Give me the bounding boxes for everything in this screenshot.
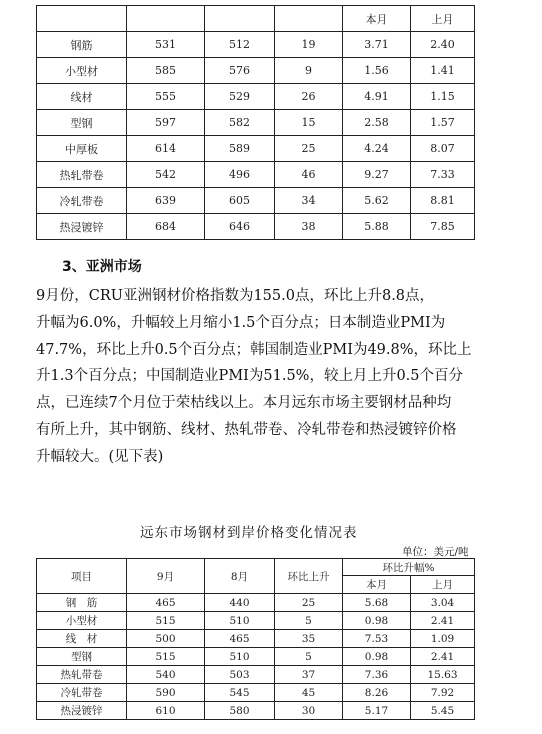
- cell: 1.15: [411, 84, 475, 110]
- cell: 2.40: [411, 32, 475, 58]
- row-label: 冷轧带卷: [37, 684, 127, 702]
- cell: 1.57: [411, 110, 475, 136]
- cell: 585: [127, 58, 205, 84]
- row-label: 热浸镀锌: [37, 702, 127, 720]
- row-label: 中厚板: [37, 136, 127, 162]
- cell: 34: [275, 188, 343, 214]
- row-label: 钢 筋: [37, 594, 127, 612]
- header-pct-group: 环比升幅%: [343, 559, 475, 576]
- cell: 15: [275, 110, 343, 136]
- table-row: [37, 58, 475, 84]
- header-this-month: 本月: [343, 576, 411, 594]
- cell: 465: [205, 630, 275, 648]
- row-label: 线材: [37, 84, 127, 110]
- cell: 30: [275, 702, 343, 720]
- cell: 7.85: [411, 214, 475, 240]
- cell: 7.36: [343, 666, 411, 684]
- cell: 1.56: [343, 58, 411, 84]
- table-row: [37, 666, 475, 684]
- paragraph-line: 9月份，CRU亚洲钢材价格指数为155.0点，环比上升8.8点，: [36, 288, 435, 304]
- row-label: 钢筋: [37, 32, 127, 58]
- table-unit-label: 单位：美元/吨: [402, 546, 469, 558]
- table-header-row: [37, 559, 475, 576]
- cell: 9.27: [343, 162, 411, 188]
- paragraph-line: 47.7%，环比上升0.5个百分点；韩国制造业PMI为49.8%，环比上: [36, 341, 472, 358]
- cell: 2.41: [411, 612, 475, 630]
- cell: 7.53: [343, 630, 411, 648]
- cell: 5: [275, 612, 343, 630]
- table-row: [37, 594, 475, 612]
- header-cell: [275, 6, 343, 32]
- cell: 35: [275, 630, 343, 648]
- cell: 542: [127, 162, 205, 188]
- cell: 639: [127, 188, 205, 214]
- cell: 5.68: [343, 594, 411, 612]
- row-label: 小型材: [37, 58, 127, 84]
- cell: 15.63: [411, 666, 475, 684]
- table-caption: 远东市场钢材到岸价格变化情况表: [140, 525, 358, 541]
- cell: 0.98: [343, 648, 411, 666]
- cell: 4.91: [343, 84, 411, 110]
- header-cell: [205, 6, 275, 32]
- row-label: 型钢: [37, 110, 127, 136]
- table-row: [37, 84, 475, 110]
- table-row: [37, 612, 475, 630]
- table-row: [37, 648, 475, 666]
- cell: 510: [205, 612, 275, 630]
- header-change: 环比上升: [275, 559, 343, 594]
- table-row: [37, 32, 475, 58]
- cell: 580: [205, 702, 275, 720]
- cell: 512: [205, 32, 275, 58]
- cell: 8.26: [343, 684, 411, 702]
- cell: 5.45: [411, 702, 475, 720]
- cell: 5.88: [343, 214, 411, 240]
- cell: 5.17: [343, 702, 411, 720]
- cell: 605: [205, 188, 275, 214]
- cell: 8.81: [411, 188, 475, 214]
- header-sep: 9月: [127, 559, 205, 594]
- cell: 540: [127, 666, 205, 684]
- cell: 1.09: [411, 630, 475, 648]
- cell: 582: [205, 110, 275, 136]
- cell: 9: [275, 58, 343, 84]
- header-last-month: 上月: [411, 576, 475, 594]
- table-row: [37, 162, 475, 188]
- header-cell: [127, 6, 205, 32]
- cell: 515: [127, 648, 205, 666]
- header-cell: [37, 6, 127, 32]
- header-aug: 8月: [205, 559, 275, 594]
- cell: 3.04: [411, 594, 475, 612]
- cell: 8.07: [411, 136, 475, 162]
- table-row: [37, 214, 475, 240]
- row-label: 热轧带卷: [37, 162, 127, 188]
- table-row: [37, 136, 475, 162]
- header-item: 项目: [37, 559, 127, 594]
- row-label: 热轧带卷: [37, 666, 127, 684]
- paragraph-line: 升1.3个百分点；中国制造业PMI为51.5%，较上月上升0.5个百分: [36, 368, 464, 385]
- paragraph-line: 点，已连续7个月位于荣枯线以上。本月远东市场主要钢材品种均: [36, 395, 452, 412]
- cell: 590: [127, 684, 205, 702]
- cell: 531: [127, 32, 205, 58]
- cell: 465: [127, 594, 205, 612]
- cell: 0.98: [343, 612, 411, 630]
- row-label: 冷轧带卷: [37, 188, 127, 214]
- cell: 2.41: [411, 648, 475, 666]
- europe-price-table-continued: [36, 5, 475, 240]
- table-row: [37, 188, 475, 214]
- cell: 7.92: [411, 684, 475, 702]
- row-label: 型钢: [37, 648, 127, 666]
- cell: 589: [205, 136, 275, 162]
- cell: 510: [205, 648, 275, 666]
- cell: 503: [205, 666, 275, 684]
- cell: 576: [205, 58, 275, 84]
- cell: 597: [127, 110, 205, 136]
- far-east-price-table: [36, 558, 475, 720]
- cell: 3.71: [343, 32, 411, 58]
- cell: 515: [127, 612, 205, 630]
- cell: 1.41: [411, 58, 475, 84]
- cell: 545: [205, 684, 275, 702]
- cell: 4.24: [343, 136, 411, 162]
- cell: 496: [205, 162, 275, 188]
- cell: 440: [205, 594, 275, 612]
- table-row: [37, 630, 475, 648]
- header-cell-last-month: 上月: [411, 6, 475, 32]
- cell: 646: [205, 214, 275, 240]
- cell: 529: [205, 84, 275, 110]
- cell: 555: [127, 84, 205, 110]
- section-paragraph: [36, 283, 476, 471]
- cell: 2.58: [343, 110, 411, 136]
- section-heading: 3、亚洲市场: [62, 259, 142, 275]
- cell: 25: [275, 594, 343, 612]
- cell: 46: [275, 162, 343, 188]
- table-row: [37, 110, 475, 136]
- cell: 19: [275, 32, 343, 58]
- cell: 45: [275, 684, 343, 702]
- row-label: 热浸镀锌: [37, 214, 127, 240]
- table-row: [37, 702, 475, 720]
- paragraph-line: 升幅为6.0%，升幅较上月缩小1.5个百分点；日本制造业PMI为: [36, 314, 446, 331]
- cell: 25: [275, 136, 343, 162]
- table-header-row: [37, 6, 475, 32]
- row-label: 小型材: [37, 612, 127, 630]
- cell: 684: [127, 214, 205, 240]
- row-label: 线 材: [37, 630, 127, 648]
- cell: 37: [275, 666, 343, 684]
- paragraph-line: 升幅较大。(见下表): [36, 448, 164, 465]
- header-cell-this-month: 本月: [343, 6, 411, 32]
- cell: 38: [275, 214, 343, 240]
- cell: 7.33: [411, 162, 475, 188]
- cell: 500: [127, 630, 205, 648]
- cell: 26: [275, 84, 343, 110]
- paragraph-line: 有所上升，其中钢筋、线材、热轧带卷、冷轧带卷和热浸镀锌价格: [36, 421, 457, 438]
- cell: 614: [127, 136, 205, 162]
- cell: 5.62: [343, 188, 411, 214]
- table-row: [37, 684, 475, 702]
- cell: 610: [127, 702, 205, 720]
- cell: 5: [275, 648, 343, 666]
